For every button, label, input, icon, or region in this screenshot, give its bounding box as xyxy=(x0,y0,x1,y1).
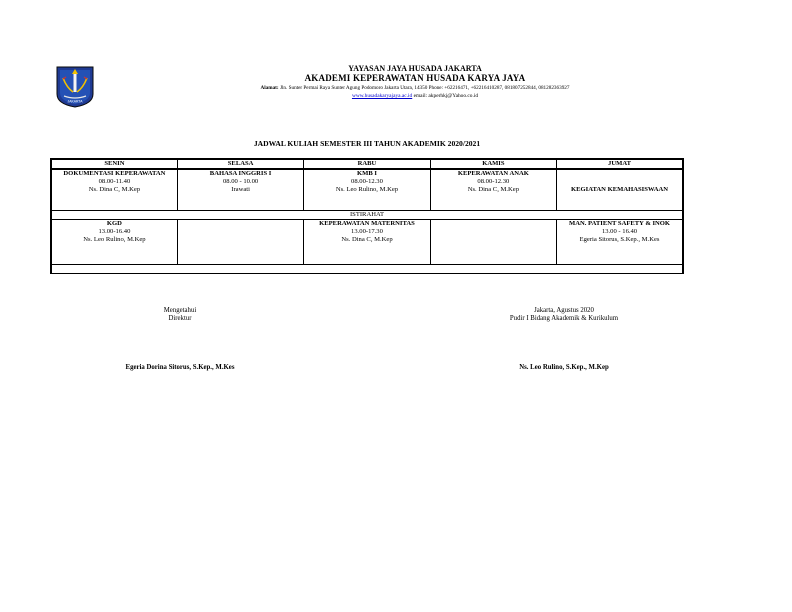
course-name: KEGIATAN KEMAHASISWAAN xyxy=(571,186,669,193)
vice-director-label: Pudir I Bidang Akademik & Kurikulum xyxy=(509,315,619,322)
course-name: KMB I xyxy=(356,170,377,177)
course-name: MAN. PATIENT SAFETY & INOK xyxy=(569,220,671,227)
day-header-rabu: RABU xyxy=(304,159,430,169)
course-time: 13.00-17.30 xyxy=(351,228,383,235)
break-label: ISTIRAHAT xyxy=(51,211,683,220)
jakarta-emblem-logo xyxy=(54,64,96,108)
morning-cell-selasa xyxy=(177,169,303,211)
contact-line xyxy=(180,93,650,99)
course-name: KEPERAWATAN ANAK xyxy=(457,170,529,177)
schedule-table xyxy=(50,158,684,274)
course-name: DOKUMENTASI KEPERAWATAN xyxy=(63,170,166,177)
course-lecturer: Irawati xyxy=(231,186,250,193)
vice-director-name: Ns. Leo Rulino, S.Kep., M.Kep xyxy=(519,364,609,371)
afternoon-row xyxy=(51,220,683,265)
day-header-jumat: JUMAT xyxy=(557,159,683,169)
morning-cell-kamis xyxy=(430,169,556,211)
website-link[interactable]: www.husadakaryajaya.ac.id xyxy=(351,93,413,99)
email-text: email: akperhkj@Yahoo.co.id xyxy=(413,93,479,99)
course-name: KEPERAWATAN MATERNITAS xyxy=(319,220,415,227)
course-lecturer: Ns. Leo Rulino, M.Kep xyxy=(335,186,399,193)
morning-row xyxy=(51,169,683,211)
course-time: 08.00-12.30 xyxy=(351,178,383,185)
course-lecturer: Ns. Dina C, M.Kep xyxy=(88,186,141,193)
morning-cell-rabu xyxy=(304,169,430,211)
afternoon-cell-selasa xyxy=(177,220,303,265)
acknowledged-label: Mengetahui xyxy=(163,307,197,314)
address-label: Alamat: xyxy=(260,85,279,91)
day-header-row xyxy=(51,159,683,169)
morning-cell-senin xyxy=(51,169,177,211)
afternoon-cell-senin xyxy=(51,220,177,265)
course-time: 08.00-11.40 xyxy=(98,178,131,185)
day-header-selasa: SELASA xyxy=(177,159,303,169)
course-time: 08.00-12.30 xyxy=(477,178,510,185)
break-row xyxy=(51,211,683,220)
logo-text: JAKARTA xyxy=(67,99,83,104)
schedule-title: JADWAL KULIAH SEMESTER III TAHUN AKADEMIK 2020/2021 xyxy=(253,139,481,148)
director-name: Egeria Dorina Sitorus, S.Kep., M.Kes xyxy=(125,364,235,371)
afternoon-cell-kamis xyxy=(430,220,556,265)
place-date: Jakarta, Agustus 2020 xyxy=(534,307,594,314)
empty-footer-cell xyxy=(51,265,683,274)
morning-cell-jumat xyxy=(557,169,683,211)
course-name: BAHASA INGGRIS I xyxy=(209,170,272,177)
empty-footer-row xyxy=(51,265,683,274)
course-lecturer: Egeria Sitorus, S.Kep., M.Kes xyxy=(579,236,660,243)
course-time: 13.00-16.40 xyxy=(98,228,131,235)
day-header-senin: SENIN xyxy=(51,159,177,169)
course-time: 08.00 - 10.00 xyxy=(223,178,259,185)
course-name: KGD xyxy=(106,220,122,227)
address-text: Jln. Sunter Permai Raya Sunter Agung Podomoro Jakarta Utara, 14350 Phone: +62216471, +62216410287, 081807252844, 081282363927 xyxy=(279,85,570,91)
course-lecturer: Ns. Leo Rulino, M.Kep xyxy=(83,236,146,243)
director-label: Direktur xyxy=(168,315,192,322)
afternoon-cell-jumat xyxy=(557,220,683,265)
foundation-name: YAYASAN JAYA HUSADA JAKARTA xyxy=(348,64,482,73)
signature-right xyxy=(474,307,654,323)
course-lecturer: Ns. Dina C, M.Kep xyxy=(467,186,520,193)
afternoon-cell-rabu xyxy=(304,220,430,265)
signature-left xyxy=(110,307,250,323)
day-header-kamis: KAMIS xyxy=(430,159,556,169)
course-lecturer: Ns. Dina C, M.Kep xyxy=(341,236,393,243)
academy-name: AKADEMI KEPERAWATAN HUSADA KARYA JAYA xyxy=(304,73,526,83)
course-time: 13.00 - 16.40 xyxy=(601,228,638,235)
address-line xyxy=(180,85,650,91)
